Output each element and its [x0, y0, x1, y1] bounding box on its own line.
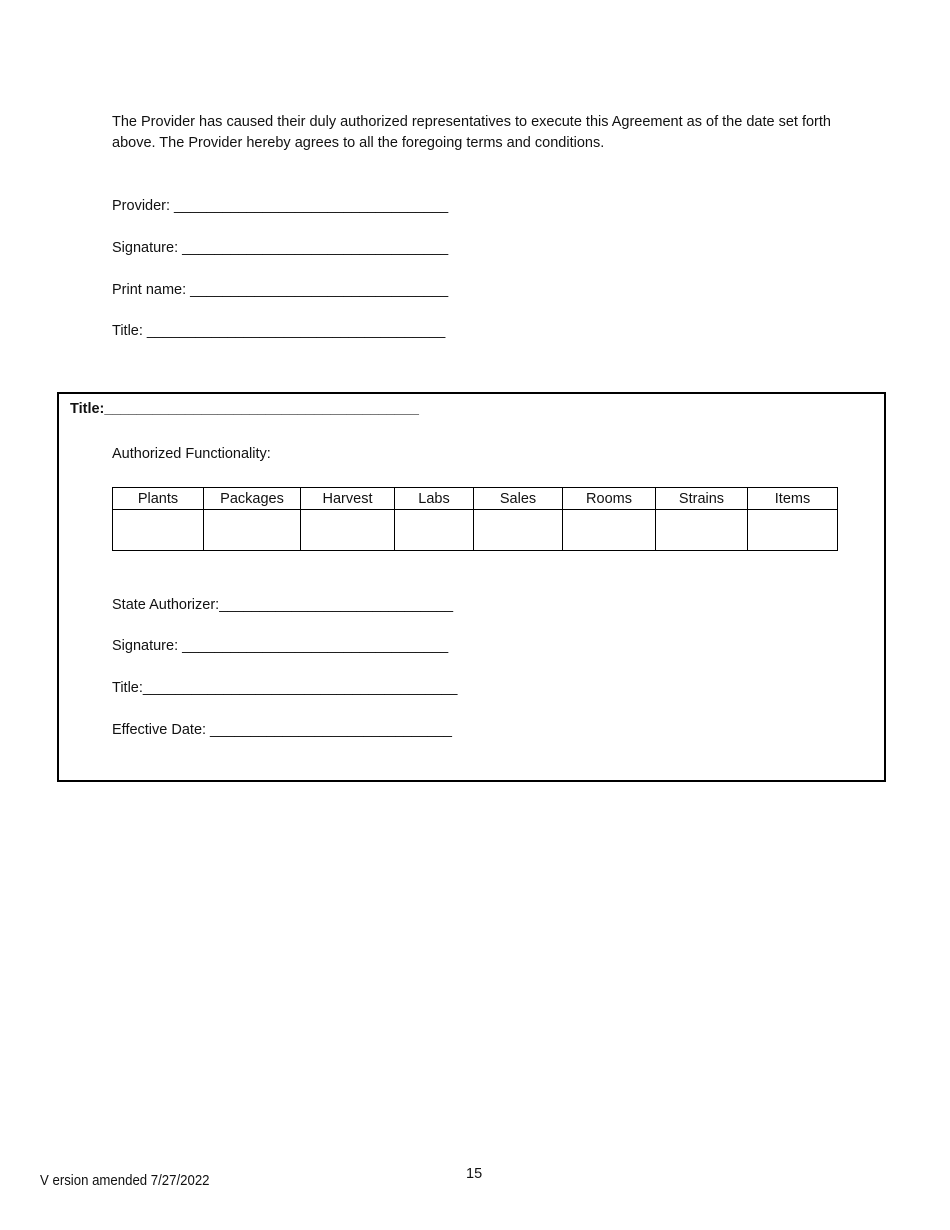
page-number: 15 — [466, 1166, 483, 1182]
column-header-plants: Plants — [113, 488, 204, 510]
print-name-field[interactable]: Print name: ________________________________ — [112, 282, 449, 298]
cell-harvest[interactable] — [301, 510, 395, 551]
agency-title-field[interactable]: Title:_______________________________________ — [112, 680, 458, 696]
column-header-packages: Packages — [204, 488, 301, 510]
agency-signature-field[interactable]: Signature: _________________________________ — [112, 638, 449, 654]
state-authorizer-field[interactable]: State Authorizer:_____________________________ — [112, 597, 454, 613]
column-header-harvest: Harvest — [301, 488, 395, 510]
cell-rooms[interactable] — [563, 510, 656, 551]
table-row — [113, 510, 838, 551]
cell-sales[interactable] — [474, 510, 563, 551]
column-header-strains: Strains — [656, 488, 748, 510]
agency-use-only-title: Title:_______________________________________ — [70, 401, 419, 417]
provider-signature-field[interactable]: Signature: _________________________________ — [112, 240, 449, 256]
cell-plants[interactable] — [113, 510, 204, 551]
provider-field[interactable]: Provider: __________________________________ — [112, 198, 449, 214]
intro-paragraph: The Provider has caused their duly authorized representatives to execute this Agreement as of the date set forth above. The Provider hereby agrees to all the foregoing terms and conditions. — [112, 114, 831, 151]
cell-packages[interactable] — [204, 510, 301, 551]
cell-labs[interactable] — [395, 510, 474, 551]
version-footer: V ersion amended 7/27/2022 — [40, 1172, 210, 1189]
column-header-labs: Labs — [395, 488, 474, 510]
column-header-sales: Sales — [474, 488, 563, 510]
column-header-items: Items — [748, 488, 838, 510]
authorized-functionality-label: Authorized Functionality: — [112, 446, 271, 462]
authorized-functionality-table — [112, 487, 838, 551]
table-header-row — [113, 488, 838, 510]
cell-strains[interactable] — [656, 510, 748, 551]
effective-date-field[interactable]: Effective Date: ______________________________ — [112, 722, 452, 738]
column-header-rooms: Rooms — [563, 488, 656, 510]
cell-items[interactable] — [748, 510, 838, 551]
provider-title-field[interactable]: Title: _____________________________________ — [112, 323, 446, 339]
